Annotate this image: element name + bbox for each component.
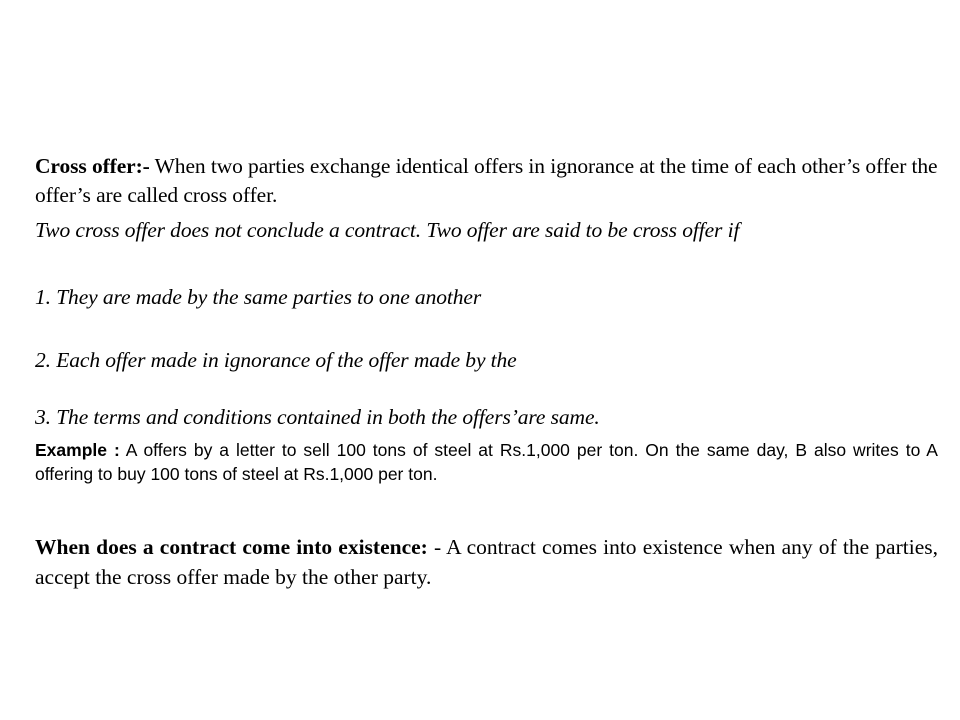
example-text: A offers by a letter to sell 100 tons of steel at Rs.1,000 per ton. On the same day, B also writes to A offering to buy 100 tons of steel at Rs.1,000 per ton. <box>35 440 938 484</box>
condition-item-1: 1. They are made by the same parties to one another <box>35 285 482 309</box>
example-paragraph <box>35 438 938 486</box>
cross-offer-heading: Cross offer:- <box>35 154 150 178</box>
condition-item-3: 3. The terms and conditions contained in both the offers’are same. <box>35 405 600 429</box>
cross-offer-text: When two parties exchange identical offers in ignorance at the time of each other’s offer the offer’s are called cross offer. <box>35 154 938 207</box>
existence-text: - A contract comes into existence when any of the parties, accept the cross offer made by the other party. <box>35 535 938 589</box>
cross-offer-paragraph <box>35 152 938 210</box>
example-label: Example : <box>35 440 120 460</box>
condition-item-2: 2. Each offer made in ignorance of the offer made by the <box>35 348 517 372</box>
cross-offer-intro: Two cross offer does not conclude a contract. Two offer are said to be cross offer if <box>35 218 740 242</box>
existence-paragraph <box>35 532 938 592</box>
existence-heading: When does a contract come into existence: <box>35 535 428 559</box>
